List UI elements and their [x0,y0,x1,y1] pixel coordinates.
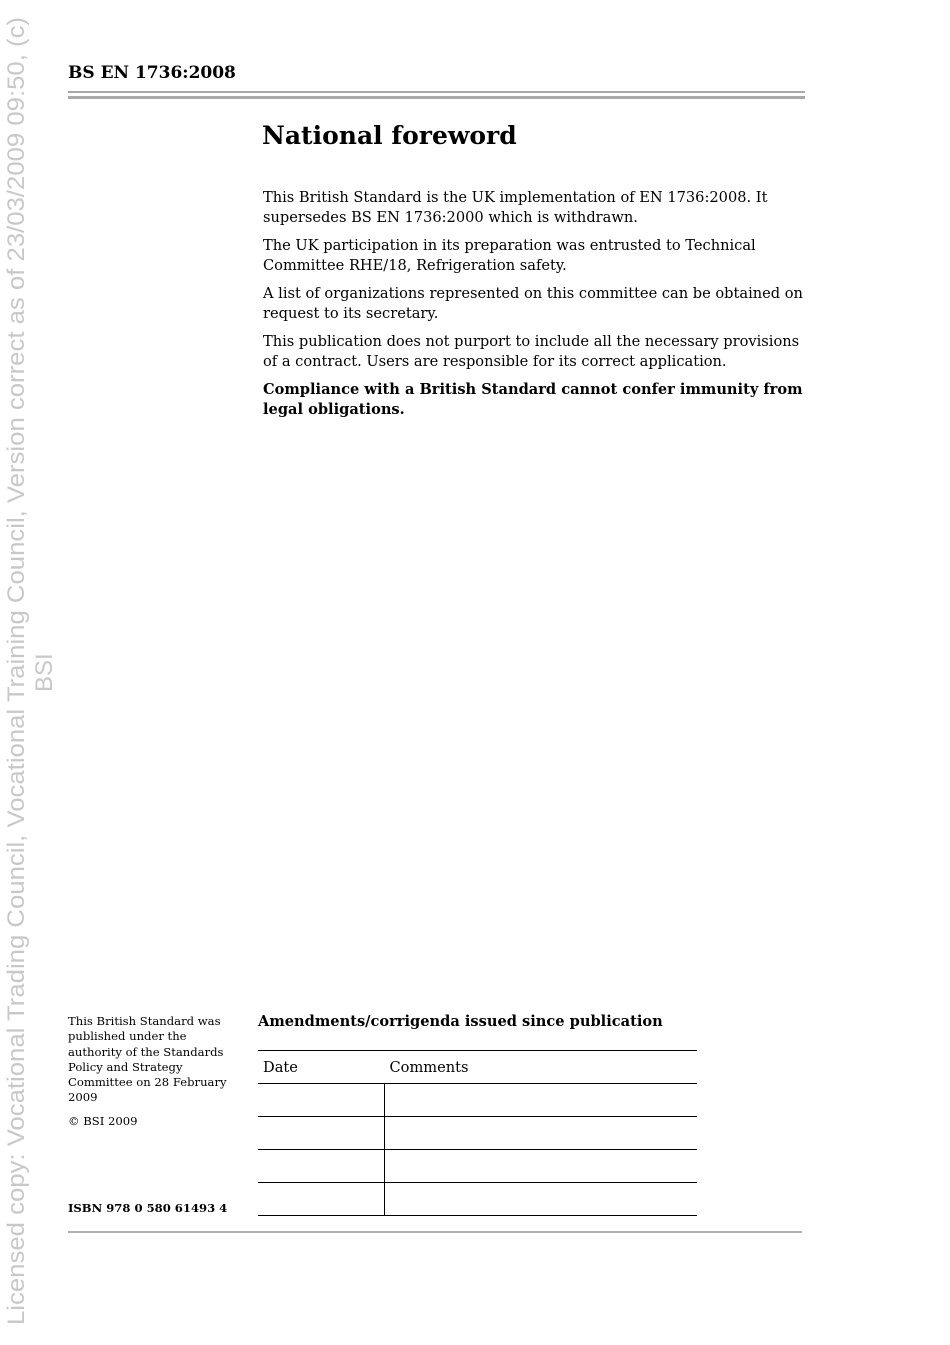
watermark [0,0,60,1345]
table-header-row [258,1051,697,1084]
paragraph-compliance: Compliance with a British Standard cannot confer immunity from legal obligations. [263,381,803,418]
column-header-comments: Comments [385,1051,698,1084]
table-row [258,1084,697,1117]
watermark-line-2: BSI [31,653,58,692]
table-row [258,1117,697,1150]
column-header-date: Date [258,1051,385,1084]
publication-statement: This British Standard was published under the authority of the Standards Policy and Strategy Committee on 28 February 2009 [68,1014,227,1105]
date-cell [258,1150,385,1183]
watermark-line-1: Licensed copy: Vocational Trading Council, Vocational Training Council, Version correct as of 23/03/2009 09:50, (c) [3,104,30,1325]
comments-cell [385,1117,698,1150]
publication-note [68,1014,238,1137]
page-title: National foreword [262,121,517,150]
comments-cell [385,1183,698,1216]
watermark-svg [0,0,60,1345]
amendments-table [258,1050,697,1216]
paragraph-disclaimer: This publication does not purport to include all the necessary provisions of a contract. Users are responsible for its correct application. [263,333,800,370]
table-row [258,1183,697,1216]
paragraph-participation: The UK participation in its preparation was entrusted to Technical Committee RHE/18, Refrigeration safety. [263,237,756,274]
amendments-title: Amendments/corrigenda issued since publication [258,1013,663,1030]
foreword-body [263,188,808,428]
date-cell [258,1117,385,1150]
comments-cell [385,1084,698,1117]
standard-code: BS EN 1736:2008 [68,63,236,83]
copyright-notice: © BSI 2009 [68,1113,138,1128]
paragraph-implementation: This British Standard is the UK implementation of EN 1736:2008. It supersedes BS EN 1736:2000 which is withdrawn. [263,189,768,226]
comments-cell [385,1150,698,1183]
header-rule-thick [68,96,805,99]
header-rule [68,91,805,93]
date-cell [258,1084,385,1117]
paragraph-organizations: A list of organizations represented on this committee can be obtained on request to its secretary. [263,285,803,322]
isbn: ISBN 978 0 580 61493 4 [68,1201,228,1215]
table-row [258,1150,697,1183]
footer-rule [68,1231,802,1233]
date-cell [258,1183,385,1216]
